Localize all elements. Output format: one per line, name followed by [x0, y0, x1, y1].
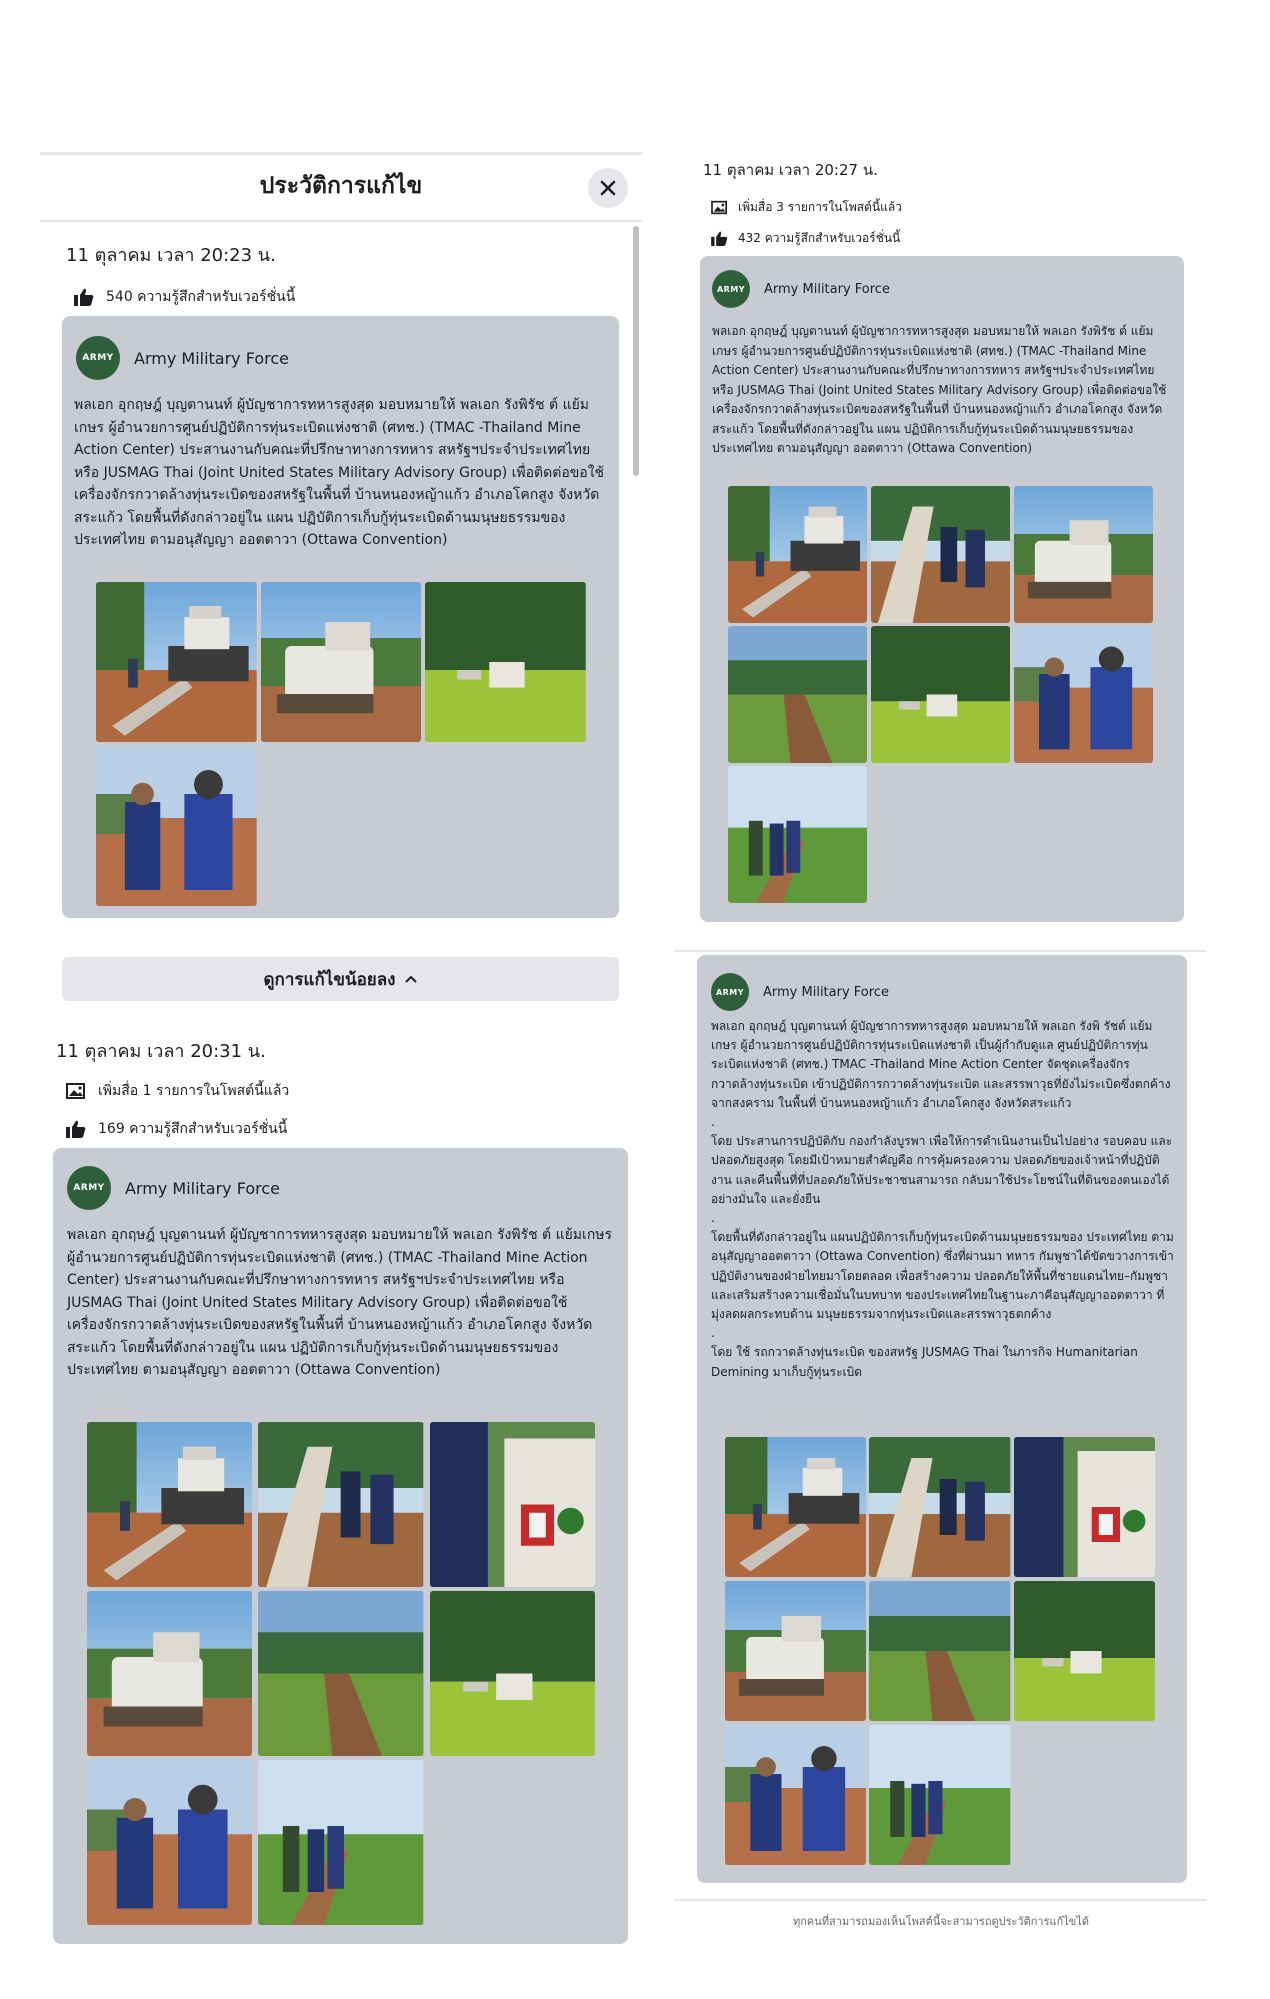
photo-thumbnail[interactable] — [725, 1581, 866, 1721]
photo-thumbnail[interactable] — [87, 1591, 252, 1756]
photo-thumbnail[interactable] — [261, 582, 422, 742]
photo-add-icon — [66, 1082, 86, 1100]
post-author — [711, 973, 889, 1011]
post-text: พลเอก อุกฤษฎ์ บุญตานนท์ ผู้บัญชาการทหารสูงสุด มอบหมายให้ พลเอก รังพิรัช ต์ แย้มเกษร ผู้อำนวยการศูนย์ปฏิบัติการทุ่นระเบิดแห่งชาติ (ศทช.) (TMAC -Thailand Mine Action Center) ประสานงานกับคณะที่ปรึกษาทางการทหาร สหรัฐฯประจำประเทศไทย หรือ JUSMAG Thai (Joint United States Military Advisory Group) เพื่อติดต่อขอใช้เครื่องจักรกวาดล้างทุ่นระเบิดของสหรัฐในพื้นที่ บ้านหนองหญ้าแก้ว อำเภอโคกสูง จังหวัดสระแก้ว โดยพื้นที่ดังกล่าวอยู่ใน แผน ปฏิบัติการเก็บกู้ทุ่นระเบิดด้านมนุษยธรรมของประเทศไทย ตามอนุสัญญา ออตตาวา (Ottawa Convention) — [712, 324, 1167, 455]
post-card — [700, 256, 1184, 922]
photo-thumbnail[interactable] — [1014, 486, 1153, 623]
footer-divider — [675, 1899, 1207, 1901]
photo-thumbnail[interactable] — [96, 746, 257, 906]
chevron-up-icon — [405, 975, 417, 983]
photo-thumbnail[interactable] — [1014, 626, 1153, 763]
edit-history-visibility-note: ทุกคนที่สามารถมองเห็นโพสต์นี้จะสามารถดูประวัติการแก้ไขได้ — [793, 1915, 1089, 1928]
version-timestamp: 11 ตุลาคม เวลา 20:23 น. — [66, 245, 276, 266]
photo-grid — [96, 582, 586, 906]
post-card-current — [697, 955, 1187, 1883]
scrollbar-thumb[interactable] — [633, 226, 639, 476]
photo-grid — [728, 486, 1153, 904]
thumbs-up-icon — [74, 288, 94, 306]
header-divider — [40, 220, 642, 222]
photo-thumbnail[interactable] — [1014, 1581, 1155, 1721]
post-text: พลเอก อุกฤษฎ์ บุญตานนท์ ผู้บัญชาการทหารสูงสุด มอบหมายให้ พลเอก รังพิ รัชต์ แย้มเกษร ผู้อำนวยการศูนย์ปฏิบัติการทุ่นระเบิดแห่งชาติ เป็นผู้กำกับดูแล ศูนย์ปฏิบัติการทุ่นระเบิดแห่งชาติ (ศทช.) TMAC -Thailand Mine Action Center จัดชุดเครื่องจักรกวาดล้างทุ่นระเบิด เข้าปฏิบัติการกวาดล้างทุ่นระเบิด และสรรพาวุธที่ยังไม่ระเบิดซึ่งตกค้างจากสงคราม ในพื้นที่ บ้านหนองหญ้าแก้ว อำเภอโคกสูง จังหวัดสระแก้ว . โดย ประสานการปฏิบัติกับ กองกำลังบูรพา เพื่อให้การดำเนินงานเป็นไปอย่าง รอบคอบ และปลอดภัยสูงสุด โดยมีเป้าหมายสำคัญคือ การคุ้มครองความ ปลอดภัยของเจ้าหน้าที่ปฏิบัติงาน และคืนพื้นที่ที่ปลอดภัยให้ประชาชนสามารถ กลับมาใช้ประโยชน์ในที่ดินของตนเองได้อย่างมั่นใจ และยั่งยืน . โดยพื้นที่ดังกล่าวอยู่ใน แผนปฏิบัติการเก็บกู้ทุ่นระเบิดด้านมนุษยธรรมของ ประเทศไทย ตามอนุสัญญาออตตาวา (Ottawa Convention) ซึ่งที่ผ่านมา ทหาร กัมพูชาได้ขัดขวางการเข้าปฏิบัติงานของฝ่ายไทยมาโดยตลอด เพื่อสร้างความ ปลอดภัยให้พื้นที่ชายแดนไทย–กัมพูชา และเสริมสร้างความเชื่อมั่นในบทบาท ของประเทศไทยในฐานะภาคีอนุสัญญาออตตาวา ที่มุ่งลดผลกระทบด้าน มนุษยธรรมจากทุ่นระเบิดและสรรพาวุธตกค้าง . โดย ใช้ รถกวาดล้างทุ่นระเบิด ของสหรัฐ JUSMAG Thai ในภารกิจ Humanitarian Demining มาเก็บกู้ทุ่นระเบิด — [711, 1019, 1174, 1379]
avatar[interactable]: ARMY — [76, 336, 120, 380]
post-author — [76, 336, 289, 380]
photo-thumbnail[interactable] — [96, 582, 257, 742]
photo-grid — [87, 1422, 595, 1927]
reaction-text: 169 ความรู้สึกสำหรับเวอร์ชั่นนี้ — [98, 1121, 288, 1137]
photo-thumbnail[interactable] — [871, 486, 1010, 623]
media-added-note — [66, 1080, 289, 1102]
media-added-text: เพิ่มสื่อ 1 รายการในโพสต์นี้แล้ว — [98, 1083, 290, 1099]
avatar[interactable]: ARMY — [711, 973, 749, 1011]
version-divider — [675, 950, 1207, 952]
post-author — [67, 1166, 280, 1210]
dialog-top-border — [40, 152, 642, 155]
author-name[interactable]: Army Military Force — [134, 348, 290, 368]
author-name[interactable]: Army Military Force — [125, 1178, 281, 1198]
close-button[interactable] — [588, 168, 628, 208]
see-less-label: ดูการแก้ไขน้อยลง — [263, 969, 396, 990]
photo-add-icon — [711, 200, 728, 215]
photo-thumbnail[interactable] — [869, 1581, 1010, 1721]
version-timestamp: 11 ตุลาคม เวลา 20:27 น. — [703, 161, 878, 179]
post-text: พลเอก อุกฤษฎ์ บุญตานนท์ ผู้บัญชาการทหารสูงสุด มอบหมายให้ พลเอก รังพิรัช ต์ แย้มเกษร ผู้อำนวยการศูนย์ปฏิบัติการทุ่นระเบิดแห่งชาติ (ศทช.) (TMAC -Thailand Mine Action Center) ประสานงานกับคณะที่ปรึกษาทางการทหาร สหรัฐฯประจำประเทศไทย หรือ JUSMAG Thai (Joint United States Military Advisory Group) เพื่อติดต่อขอใช้เครื่องจักรกวาดล้างทุ่นระเบิดของสหรัฐในพื้นที่ บ้านหนองหญ้าแก้ว อำเภอโคกสูง จังหวัดสระแก้ว โดยพื้นที่ดังกล่าวอยู่ใน แผน ปฏิบัติการเก็บกู้ทุ่นระเบิดด้านมนุษยธรรมของประเทศไทย ตามอนุสัญญา ออตตาวา (Ottawa Convention) — [67, 1227, 613, 1378]
media-added-note — [711, 198, 902, 217]
post-card — [53, 1148, 628, 1944]
photo-thumbnail[interactable] — [725, 1725, 866, 1865]
photo-thumbnail[interactable] — [728, 486, 867, 623]
photo-thumbnail[interactable] — [87, 1422, 252, 1587]
avatar[interactable]: ARMY — [67, 1166, 111, 1210]
photo-thumbnail[interactable] — [430, 1591, 595, 1756]
photo-grid — [725, 1437, 1155, 1865]
photo-thumbnail[interactable] — [871, 626, 1010, 763]
photo-thumbnail[interactable] — [87, 1760, 252, 1925]
photo-thumbnail[interactable] — [425, 582, 586, 742]
reaction-text: 432 ความรู้สึกสำหรับเวอร์ชั่นนี้ — [738, 231, 901, 245]
photo-thumbnail[interactable] — [728, 766, 867, 903]
photo-thumbnail[interactable] — [1014, 1437, 1155, 1577]
post-card — [62, 316, 619, 918]
media-added-text: เพิ่มสื่อ 3 รายการในโพสต์นี้แล้ว — [738, 200, 902, 214]
thumbs-up-icon — [711, 231, 728, 246]
version-timestamp: 11 ตุลาคม เวลา 20:31 น. — [56, 1041, 266, 1062]
post-text: พลเอก อุกฤษฎ์ บุญตานนท์ ผู้บัญชาการทหารสูงสุด มอบหมายให้ พลเอก รังพิรัช ต์ แย้มเกษร ผู้อำนวยการศูนย์ปฏิบัติการทุ่นระเบิดแห่งชาติ (ศทช.) (TMAC -Thailand Mine Action Center) ประสานงานกับคณะที่ปรึกษาทางการทหาร สหรัฐฯประจำประเทศไทย หรือ JUSMAG Thai (Joint United States Military Advisory Group) เพื่อติดต่อขอใช้เครื่องจักรกวาดล้างทุ่นระเบิดของสหรัฐในพื้นที่ บ้านหนองหญ้าแก้ว อำเภอโคกสูง จังหวัดสระแก้ว โดยพื้นที่ดังกล่าวอยู่ใน แผน ปฏิบัติการเก็บกู้ทุ่นระเบิดด้านมนุษยธรรมของประเทศไทย ตามอนุสัญญา ออตตาวา (Ottawa Convention) — [74, 397, 605, 548]
author-name[interactable]: Army Military Force — [763, 984, 889, 1000]
photo-thumbnail[interactable] — [258, 1760, 423, 1925]
close-icon — [599, 179, 617, 197]
thumbs-up-icon — [66, 1120, 86, 1138]
dialog-title: ประวัติการแก้ไข — [259, 173, 423, 199]
reaction-count — [66, 1118, 287, 1140]
author-name[interactable]: Army Military Force — [764, 281, 890, 297]
post-author — [712, 270, 890, 308]
photo-thumbnail[interactable] — [258, 1422, 423, 1587]
photo-thumbnail[interactable] — [725, 1437, 866, 1577]
photo-thumbnail[interactable] — [869, 1725, 1010, 1865]
see-less-edits-button[interactable] — [62, 957, 619, 1001]
reaction-count — [74, 286, 295, 308]
photo-thumbnail[interactable] — [430, 1422, 595, 1587]
photo-thumbnail[interactable] — [258, 1591, 423, 1756]
photo-thumbnail[interactable] — [728, 626, 867, 763]
photo-thumbnail[interactable] — [869, 1437, 1010, 1577]
reaction-count — [711, 229, 900, 248]
reaction-text: 540 ความรู้สึกสำหรับเวอร์ชั่นนี้ — [106, 289, 296, 305]
avatar[interactable]: ARMY — [712, 270, 750, 308]
